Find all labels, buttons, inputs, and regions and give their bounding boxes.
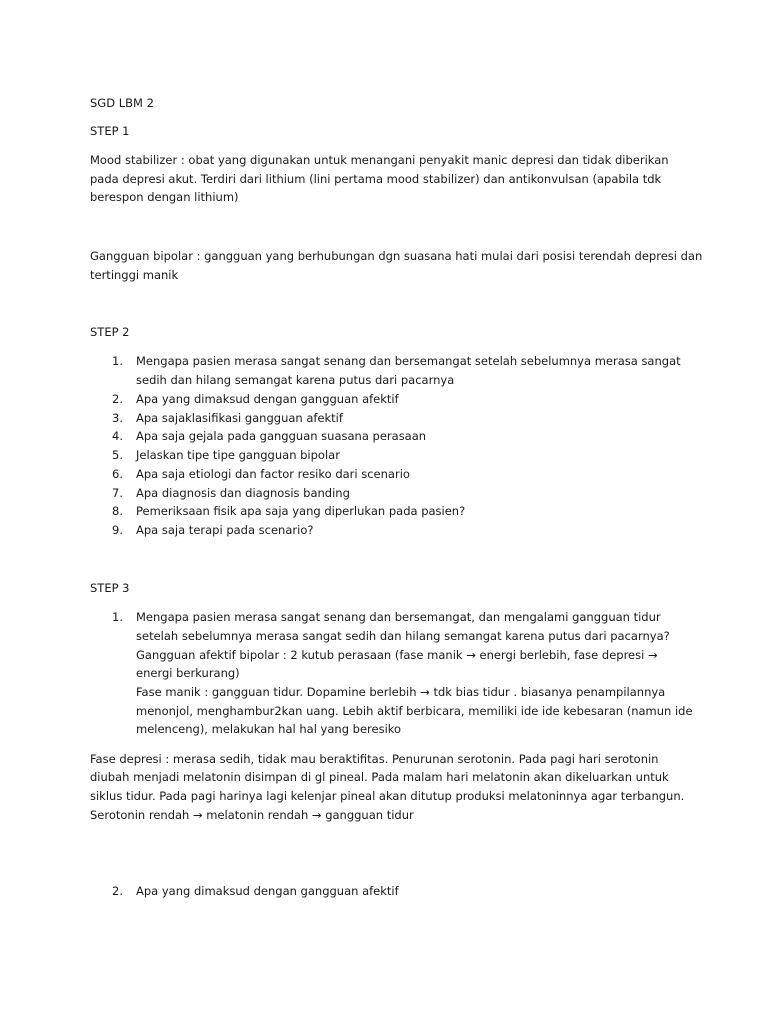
list-text: menonjol, menghambur2kan uang. Lebih aktif berbicara, memiliki ide ide kebesaran (namun ide: [136, 704, 693, 718]
list-text: Apa yang dimaksud dengan gangguan afektif: [136, 884, 399, 898]
list-text: Apa diagnosis dan diagnosis banding: [136, 486, 350, 500]
list-text: melenceng), melakukan hal hal yang beresiko: [136, 722, 402, 736]
list-text: Apa saja gejala pada gangguan suasana perasaan: [136, 429, 427, 443]
list-text: Mengapa pasien merasa sangat senang dan bersemangat setelah sebelumnya merasa sangat: [136, 354, 681, 368]
list-text: sedih dan hilang semangat karena putus dari pacarnya: [136, 373, 455, 387]
list-text: Apa saja terapi pada scenario?: [136, 523, 314, 537]
list-text: Jelaskan tipe tipe gangguan bipolar: [136, 448, 340, 462]
list-number: 9.: [112, 523, 123, 537]
list-text: Fase manik : gangguan tidur. Dopamine berlebih → tdk bias tidur . biasanya penampilannya: [136, 685, 666, 699]
document-title: SGD LBM 2: [90, 96, 154, 110]
list-text: Apa saja etiologi dan factor resiko dari scenario: [136, 467, 410, 481]
list-number: 1.: [112, 354, 123, 368]
paragraph-line: diubah menjadi melatonin disimpan di gl pineal. Pada malam hari melatonin akan dikeluarkan untuk: [90, 770, 669, 784]
list-number: 2.: [112, 884, 123, 898]
list-number: 7.: [112, 486, 123, 500]
list-text: Apa yang dimaksud dengan gangguan afektif: [136, 392, 399, 406]
paragraph-line: Mood stabilizer : obat yang digunakan untuk menangani penyakit manic depresi dan tidak diberikan: [90, 153, 669, 167]
list-text: Gangguan afektif bipolar : 2 kutub perasaan (fase manik → energi berlebih, fase depresi →: [136, 648, 658, 662]
list-number: 3.: [112, 411, 123, 425]
list-number: 6.: [112, 467, 123, 481]
list-number: 4.: [112, 429, 123, 443]
step3-heading: STEP 3: [90, 581, 130, 595]
paragraph-line: tertinggi manik: [90, 268, 179, 282]
list-text: Apa sajaklasifikasi gangguan afektif: [136, 411, 343, 425]
paragraph-line: Gangguan bipolar : gangguan yang berhubungan dgn suasana hati mulai dari posisi terendah depresi dan: [90, 249, 703, 263]
paragraph-line: berespon dengan lithium): [90, 190, 239, 204]
list-text: Pemeriksaan fisik apa saja yang diperlukan pada pasien?: [136, 504, 466, 518]
list-number: 8.: [112, 504, 123, 518]
list-text: energi berkurang): [136, 666, 240, 680]
list-text: setelah sebelumnya merasa sangat sedih dan hilang semangat karena putus dari pacarnya?: [136, 629, 670, 643]
list-number: 2.: [112, 392, 123, 406]
list-number: 5.: [112, 448, 123, 462]
list-text: Mengapa pasien merasa sangat senang dan bersemangat, dan mengalami gangguan tidur: [136, 610, 661, 624]
step2-heading: STEP 2: [90, 325, 130, 339]
list-number: 1.: [112, 610, 123, 624]
paragraph-line: Serotonin rendah → melatonin rendah → gangguan tidur: [90, 808, 414, 822]
paragraph-line: Fase depresi : merasa sedih, tidak mau beraktifitas. Penurunan serotonin. Pada pagi hari serotonin: [90, 752, 659, 766]
paragraph-line: pada depresi akut. Terdiri dari lithium (lini pertama mood stabilizer) dan antikonvulsan (apabila tdk: [90, 172, 662, 186]
step1-heading: STEP 1: [90, 124, 130, 138]
paragraph-line: siklus tidur. Pada pagi harinya lagi kelenjar pineal akan ditutup produksi melatoninnya agar terbangun.: [90, 789, 685, 803]
